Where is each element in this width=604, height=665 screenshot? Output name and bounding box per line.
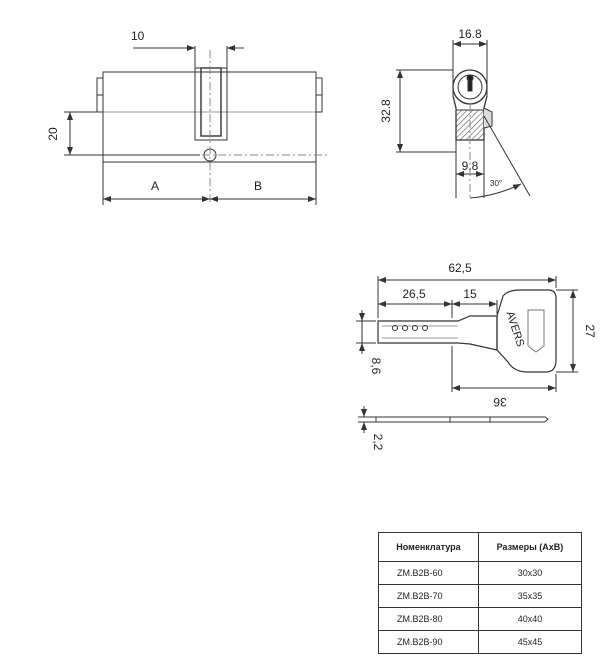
header-nomenclature: Номенклатура <box>379 533 479 562</box>
key-thickness-view <box>358 406 548 433</box>
dim-62-5-label: 62,5 <box>448 261 472 275</box>
dim-27-label: 27 <box>583 324 597 338</box>
dim-36-label: 36 <box>493 395 507 409</box>
dim-10-label: 10 <box>131 29 145 43</box>
table-row <box>379 585 582 608</box>
dim-26-5-label: 26,5 <box>402 287 426 301</box>
cylinder-front-view <box>64 46 330 205</box>
row-code: ZM.B2B-90 <box>379 631 479 654</box>
row-size: 30x30 <box>478 562 581 585</box>
row-code: ZM.B2B-80 <box>379 608 479 631</box>
spec-table <box>378 532 582 654</box>
table-header-row <box>379 533 582 562</box>
dim-8-6-label: 8,6 <box>369 357 383 375</box>
table-row <box>379 631 582 654</box>
cam <box>195 68 227 140</box>
dim-32-8-label: 32.8 <box>379 99 393 123</box>
dim-9-8-label: 9.8 <box>461 159 479 173</box>
dim-b-label: B <box>253 179 263 193</box>
table-row <box>379 562 582 585</box>
header-dimensions: Размеры (AxB) <box>478 533 581 562</box>
row-size: 45x45 <box>478 631 581 654</box>
dim-20-label: 20 <box>46 127 60 141</box>
dim-angle-label: 30° <box>490 179 503 188</box>
dim-2-2-label: 2,2 <box>371 433 385 451</box>
table-row <box>379 608 582 631</box>
row-code: ZM.B2B-60 <box>379 562 479 585</box>
row-code: ZM.B2B-70 <box>379 585 479 608</box>
dim-16-8-label: 16.8 <box>458 27 482 41</box>
dim-15-label: 15 <box>463 287 477 301</box>
key-brand-logo: AVERS <box>503 309 527 349</box>
cylinder-side-view <box>396 40 530 200</box>
row-size: 35x35 <box>478 585 581 608</box>
dim-a-label: A <box>150 179 160 193</box>
row-size: 40x40 <box>478 608 581 631</box>
